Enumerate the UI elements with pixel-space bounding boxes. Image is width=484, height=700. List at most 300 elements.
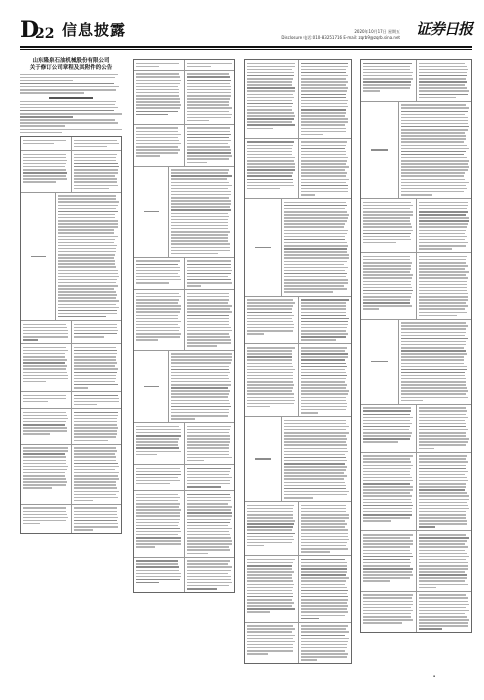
text-line [419, 483, 467, 485]
text-line [363, 540, 413, 542]
page-number: 22 [35, 26, 55, 42]
table-row [21, 408, 121, 444]
text-line [419, 601, 468, 603]
table-cell-revised [298, 502, 352, 555]
text-line [74, 350, 117, 352]
text-line [247, 179, 293, 181]
text-line [187, 426, 231, 428]
table-cell-revised [184, 558, 235, 593]
text-line [301, 381, 346, 383]
text-line [301, 154, 346, 156]
text-line [363, 268, 411, 270]
table-cell-original [134, 258, 184, 289]
text-line [187, 296, 230, 298]
text-line [247, 90, 295, 92]
text-line [284, 214, 349, 216]
text-line [74, 381, 116, 383]
text-line [74, 430, 118, 432]
text-line [363, 410, 411, 412]
text-line [136, 327, 180, 329]
text-line [247, 565, 292, 567]
text-line [401, 378, 466, 380]
text-line [74, 365, 116, 367]
text-line [401, 359, 464, 361]
table-row [245, 343, 351, 416]
text-line [187, 260, 231, 262]
text-line [301, 163, 346, 165]
text-line [401, 141, 464, 143]
text-line [187, 432, 229, 434]
text-line [187, 146, 230, 148]
text-line [136, 454, 157, 456]
table-cell-original [361, 320, 398, 404]
text-line [23, 350, 68, 352]
text-line [247, 182, 293, 184]
text-line [301, 641, 349, 643]
text-line [136, 305, 181, 307]
text-line [187, 107, 232, 109]
text-line [363, 308, 379, 310]
text-line [301, 625, 349, 627]
table-row [21, 343, 121, 391]
text-line [23, 339, 38, 341]
text-line [136, 426, 179, 428]
text-line [247, 148, 292, 150]
table-cell-original [361, 199, 416, 252]
table-cell-revised [398, 320, 471, 404]
text-line [419, 417, 468, 419]
text-line [136, 497, 180, 499]
text-line [136, 471, 181, 473]
table-cell-revised [71, 344, 122, 391]
text-line [363, 537, 410, 539]
text-line [136, 528, 180, 530]
text-line [247, 529, 292, 531]
text-line [171, 381, 231, 383]
text-line [20, 80, 73, 82]
text-line [58, 195, 116, 197]
text-line [74, 472, 119, 474]
text-line [74, 146, 108, 148]
text-line [419, 274, 467, 276]
text-line [23, 517, 68, 519]
text-line [74, 395, 118, 397]
text-line [247, 169, 295, 171]
clause-heading [49, 97, 92, 99]
text-line [58, 304, 116, 306]
table-cell-revised [184, 290, 235, 349]
text-line [171, 406, 231, 408]
text-line [23, 378, 68, 380]
text-line [419, 214, 467, 216]
text-line [171, 362, 231, 364]
text-line [136, 76, 180, 78]
text-line [301, 517, 349, 519]
text-line [23, 507, 66, 509]
text-line [58, 232, 114, 234]
text-line [419, 625, 468, 627]
text-line [419, 72, 468, 74]
text-line [171, 200, 231, 202]
text-line [363, 63, 412, 65]
text-line [419, 574, 468, 576]
text-line [74, 440, 109, 442]
text-line [23, 427, 67, 429]
text-line [58, 297, 116, 299]
text-line [187, 506, 232, 508]
text-line [419, 87, 467, 89]
text-line [187, 92, 231, 94]
text-line [23, 324, 66, 326]
text-line [301, 366, 347, 368]
text-line [20, 110, 114, 112]
text-line [247, 372, 293, 374]
text-line [247, 66, 295, 68]
text-line [187, 528, 232, 530]
text-line [363, 236, 410, 238]
table-cell-revised [416, 253, 472, 318]
text-line [363, 417, 413, 419]
text-line [247, 163, 295, 165]
text-line [247, 185, 294, 187]
text-line [74, 415, 118, 417]
text-line [20, 83, 114, 85]
text-line [301, 536, 348, 538]
text-line [284, 457, 346, 459]
text-line [363, 256, 410, 258]
text-line [74, 514, 117, 516]
text-line [419, 465, 466, 467]
text-line [284, 254, 349, 256]
table-cell-original [21, 505, 71, 533]
text-line [255, 247, 271, 249]
text-line [187, 500, 232, 502]
text-line [247, 641, 295, 643]
amendment-table [360, 59, 472, 633]
text-line [363, 208, 410, 210]
text-line [401, 322, 466, 324]
text-line [187, 264, 232, 266]
text-line [301, 393, 348, 395]
text-line [74, 421, 118, 423]
text-line [363, 230, 413, 232]
text-line [247, 514, 293, 516]
text-line [301, 103, 348, 105]
text-line [171, 240, 228, 242]
text-line [136, 107, 180, 109]
table-row [245, 555, 351, 621]
text-line [74, 333, 117, 335]
text-line [247, 378, 293, 380]
text-line [363, 87, 410, 89]
text-line [284, 451, 348, 453]
text-line [136, 543, 181, 545]
table-cell-revised [416, 592, 472, 633]
text-line [363, 604, 413, 606]
text-line [136, 104, 181, 106]
text-line [419, 477, 468, 479]
text-line [144, 211, 159, 213]
text-line [136, 576, 181, 578]
text-line [301, 188, 348, 190]
text-line [419, 223, 468, 225]
text-line [419, 523, 468, 525]
text-line [171, 359, 232, 361]
table-cell-original [245, 60, 298, 138]
text-line [23, 475, 65, 477]
table-cell-original [361, 102, 398, 198]
text-line [187, 534, 231, 536]
text-line [301, 568, 348, 570]
text-line [419, 69, 469, 71]
text-line [74, 412, 118, 414]
text-line [301, 115, 346, 117]
table-cell-original [245, 623, 298, 664]
text-line [363, 574, 413, 576]
text-line [419, 508, 469, 510]
text-line [58, 291, 116, 293]
text-line [187, 540, 232, 542]
text-line [301, 353, 349, 355]
text-line [20, 86, 119, 88]
text-line [247, 333, 264, 335]
text-line [23, 450, 68, 452]
text-line [247, 109, 292, 111]
text-line [74, 375, 116, 377]
text-line [401, 191, 464, 193]
text-line [136, 111, 178, 113]
table-cell-original [21, 151, 71, 192]
table-row [245, 138, 351, 198]
table-cell-original [245, 502, 298, 555]
text-line [301, 548, 348, 550]
table-row [361, 452, 471, 531]
text-line [171, 393, 229, 395]
text-line [363, 505, 413, 507]
text-line [419, 613, 466, 615]
text-line [363, 517, 410, 519]
text-line [301, 605, 349, 607]
text-line [301, 599, 349, 601]
text-line [247, 384, 294, 386]
text-line [247, 315, 294, 317]
text-line [187, 152, 232, 154]
text-line [187, 509, 232, 511]
text-line [187, 111, 230, 113]
text-line [301, 574, 346, 576]
text-line [419, 262, 466, 264]
text-line [363, 305, 412, 307]
text-line [301, 356, 349, 358]
text-line [419, 66, 468, 68]
text-line [171, 412, 229, 414]
text-line [247, 635, 295, 637]
text-line [401, 163, 468, 165]
text-line [301, 505, 347, 507]
text-line [301, 185, 349, 187]
text-line [301, 179, 349, 181]
text-line [187, 279, 231, 281]
text-line [58, 214, 115, 216]
text-line [363, 458, 410, 460]
table-cell-original [21, 392, 71, 408]
text-line [247, 299, 293, 301]
text-line [301, 160, 348, 162]
text-line [187, 276, 229, 278]
text-line [401, 344, 466, 346]
text-line [136, 311, 180, 313]
text-line [301, 175, 346, 177]
text-line [187, 519, 232, 521]
text-line [187, 114, 232, 116]
text-line [284, 448, 347, 450]
text-line [247, 366, 293, 368]
text-line [74, 172, 118, 174]
text-line [363, 84, 411, 86]
text-line [401, 157, 467, 159]
text-line [136, 438, 179, 440]
text-line [247, 145, 293, 147]
text-line [20, 113, 122, 115]
text-line [363, 69, 410, 71]
table-row [21, 192, 121, 320]
text-line [58, 266, 116, 268]
text-line [284, 257, 349, 259]
text-line [301, 69, 347, 71]
text-line [247, 647, 293, 649]
text-line [401, 138, 466, 140]
text-line [23, 463, 66, 465]
text-line [301, 644, 348, 646]
text-line [284, 285, 345, 287]
text-column-4 [360, 56, 472, 676]
text-line [284, 438, 347, 440]
text-line [363, 217, 410, 219]
table-cell-original [134, 167, 168, 257]
table-row [361, 101, 471, 198]
table-cell-original [21, 321, 71, 343]
text-line [419, 256, 467, 258]
text-line [284, 270, 346, 272]
text-line [301, 169, 346, 171]
text-line [171, 356, 232, 358]
text-line [301, 635, 346, 637]
text-line [136, 506, 179, 508]
text-line [419, 284, 468, 286]
text-line [187, 101, 229, 103]
text-line [136, 522, 179, 524]
text-line [301, 511, 347, 513]
table-row [134, 70, 234, 124]
text-line [419, 448, 434, 450]
text-line [74, 330, 119, 332]
text-line [363, 226, 412, 228]
text-line [363, 274, 413, 276]
text-line [363, 432, 412, 434]
text-line [247, 141, 294, 143]
text-line [74, 478, 119, 480]
text-line [401, 132, 465, 134]
text-line [58, 201, 119, 203]
text-line [74, 450, 118, 452]
text-line [58, 251, 116, 253]
text-line [284, 279, 348, 281]
text-line [401, 135, 466, 137]
text-line [247, 628, 295, 630]
text-line [301, 596, 348, 598]
table-cell-original [361, 592, 416, 633]
text-line [247, 112, 294, 114]
table-row [245, 501, 351, 555]
text-line [58, 217, 115, 219]
table-cell-original [134, 423, 184, 464]
text-line [301, 81, 348, 83]
text-line [74, 188, 109, 190]
table-cell-revised [298, 139, 352, 198]
text-line [301, 308, 346, 310]
text-line [187, 512, 232, 514]
table-row [21, 137, 121, 150]
text-line [401, 353, 467, 355]
text-line [301, 384, 348, 386]
text-line [187, 336, 230, 338]
text-line [301, 656, 347, 658]
text-line [247, 542, 292, 544]
text-line [419, 248, 452, 250]
text-line [247, 63, 295, 65]
text-line [23, 481, 67, 483]
text-line [23, 356, 65, 358]
text-line [301, 590, 349, 592]
text-line [247, 599, 292, 601]
text-line [363, 281, 411, 283]
text-line [247, 505, 294, 507]
text-line [247, 644, 293, 646]
text-line [74, 362, 118, 364]
text-line [284, 276, 346, 278]
text-line [284, 423, 346, 425]
text-line [247, 406, 270, 408]
text-line [58, 242, 114, 244]
text-line [284, 220, 347, 222]
text-line [363, 211, 413, 213]
text-line [58, 239, 115, 241]
text-line [23, 327, 67, 329]
text-line [363, 483, 410, 485]
text-line [58, 205, 118, 207]
text-line [301, 545, 346, 547]
text-line [401, 182, 469, 184]
table-row [21, 444, 121, 504]
text-line [363, 543, 413, 545]
text-line [301, 529, 349, 531]
table-row [245, 416, 351, 501]
table-cell-revised [416, 531, 472, 590]
text-line [247, 517, 293, 519]
text-line [419, 556, 469, 558]
table-cell-revised [71, 392, 122, 408]
text-line [401, 397, 468, 399]
text-line [301, 593, 347, 595]
text-line [419, 619, 469, 621]
text-line [301, 182, 346, 184]
text-line [419, 435, 467, 437]
text-line [171, 194, 231, 196]
text-line [247, 121, 292, 123]
text-line [301, 659, 317, 661]
text-line [23, 330, 68, 332]
text-line [247, 154, 292, 156]
